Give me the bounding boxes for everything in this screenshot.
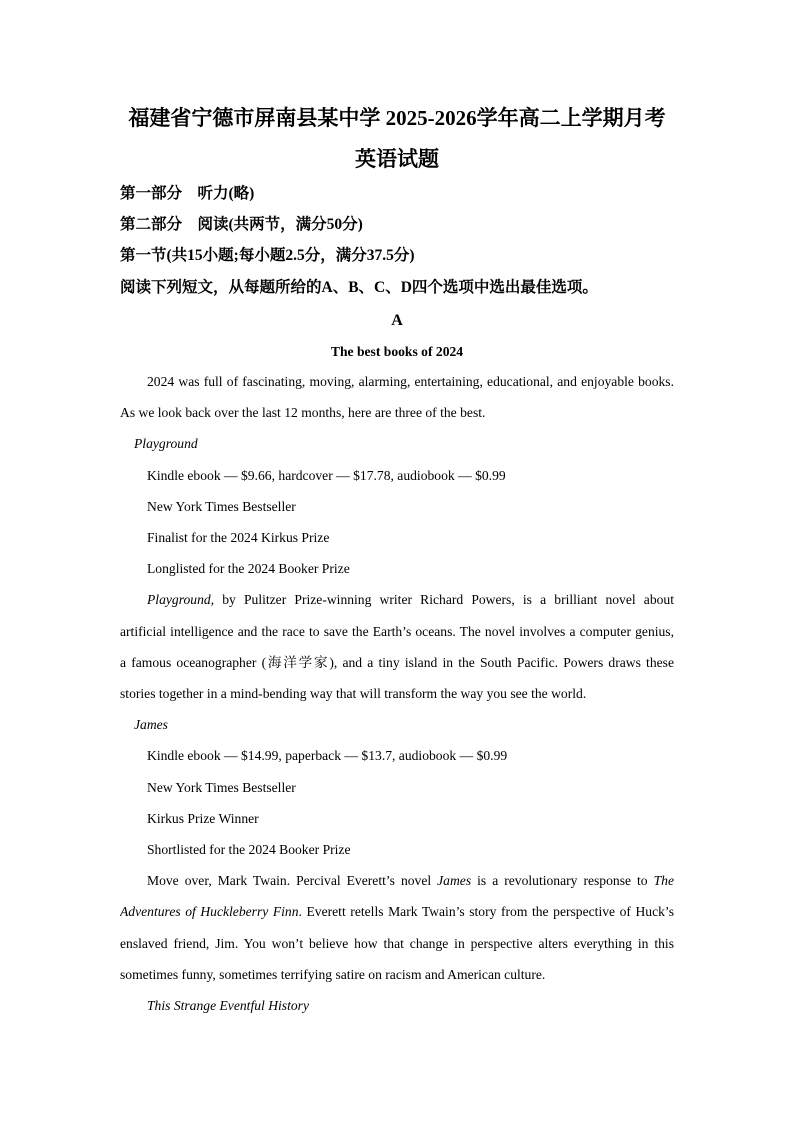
book2-desc-text-a: Move over, Mark Twain. Percival Everett’s novel: [147, 873, 438, 888]
part2-heading: 第二部分 阅读(共两节，满分50分): [120, 216, 363, 233]
book2-detail-winner: Kirkus Prize Winner: [147, 811, 259, 826]
book2-detail-bestseller: New York Times Bestseller: [147, 780, 296, 795]
book1-detail-longlisted: Longlisted for the 2024 Booker Prize: [147, 561, 350, 576]
document-title: 福建省宁德市屏南县某中学 2025-2026学年高二上学期月考: [128, 106, 666, 130]
book1-price: Kindle ebook — $9.66, hardcover — $17.78, audiobook — $0.99: [147, 468, 506, 483]
book1-desc-line-2: artificial intelligence and the race to save the Earth’s oceans. The novel involves a computer genius,: [120, 624, 674, 639]
book2-price: Kindle ebook — $14.99, paperback — $13.7, audiobook — $0.99: [147, 748, 508, 763]
intro-line-2: As we look back over the last 12 months, here are three of the best.: [120, 405, 486, 420]
section1-heading: 第一节(共15小题;每小题2.5分，满分37.5分): [120, 247, 415, 264]
book2-desc-ref-title-start: The: [653, 873, 674, 888]
book2-desc-line-4: sometimes funny, sometimes terrifying satire on racism and American culture.: [120, 967, 546, 982]
part1-heading: 第一部分 听力(略): [120, 185, 255, 202]
book2-desc-text-c: . Everett retells Mark Twain’s story from the perspective of Huck’s: [298, 904, 674, 919]
book2-desc-title: James: [437, 873, 472, 888]
book2-desc-ref-title: Adventures of Huckleberry Finn: [120, 904, 299, 919]
instruction-text: 阅读下列短文，从每题所给的A、B、C、D四个选项中选出最佳选项。: [120, 279, 598, 296]
book1-desc-line-1: [147, 590, 674, 610]
book1-desc-title: Playground: [147, 592, 211, 607]
intro-line-1: 2024 was full of fascinating, moving, alarming, entertaining, educational, and enjoyable books.: [147, 374, 674, 389]
book2-detail-shortlisted: Shortlisted for the 2024 Booker Prize: [147, 842, 351, 857]
book2-desc-line-1: [147, 871, 674, 891]
book2-desc-text-b: is a revolutionary response to: [471, 873, 654, 888]
passage-label: A: [391, 312, 403, 329]
book2-desc-line-2: [120, 902, 674, 922]
book1-detail-bestseller: New York Times Bestseller: [147, 499, 296, 514]
passage-title: The best books of 2024: [330, 344, 464, 359]
book1-desc-line-4: stories together in a mind-bending way that will transform the way you see the world.: [120, 686, 587, 701]
book1-desc-line-3: a famous oceanographer (海洋学家), and a tiny island in the South Pacific. Powers draws these: [120, 655, 674, 670]
book-title-playground: Playground: [134, 436, 198, 451]
book2-desc-line-3: enslaved friend, Jim. You won’t believe how that change in perspective alters everything in this: [120, 936, 674, 951]
book1-desc-text: , by Pulitzer Prize-winning writer Richard Powers, is a brilliant novel about: [210, 592, 674, 607]
book-title-strange-history: This Strange Eventful History: [147, 998, 309, 1013]
document-subtitle: 英语试题: [355, 147, 439, 171]
book1-detail-finalist: Finalist for the 2024 Kirkus Prize: [147, 530, 330, 545]
book-title-james: James: [134, 717, 168, 732]
